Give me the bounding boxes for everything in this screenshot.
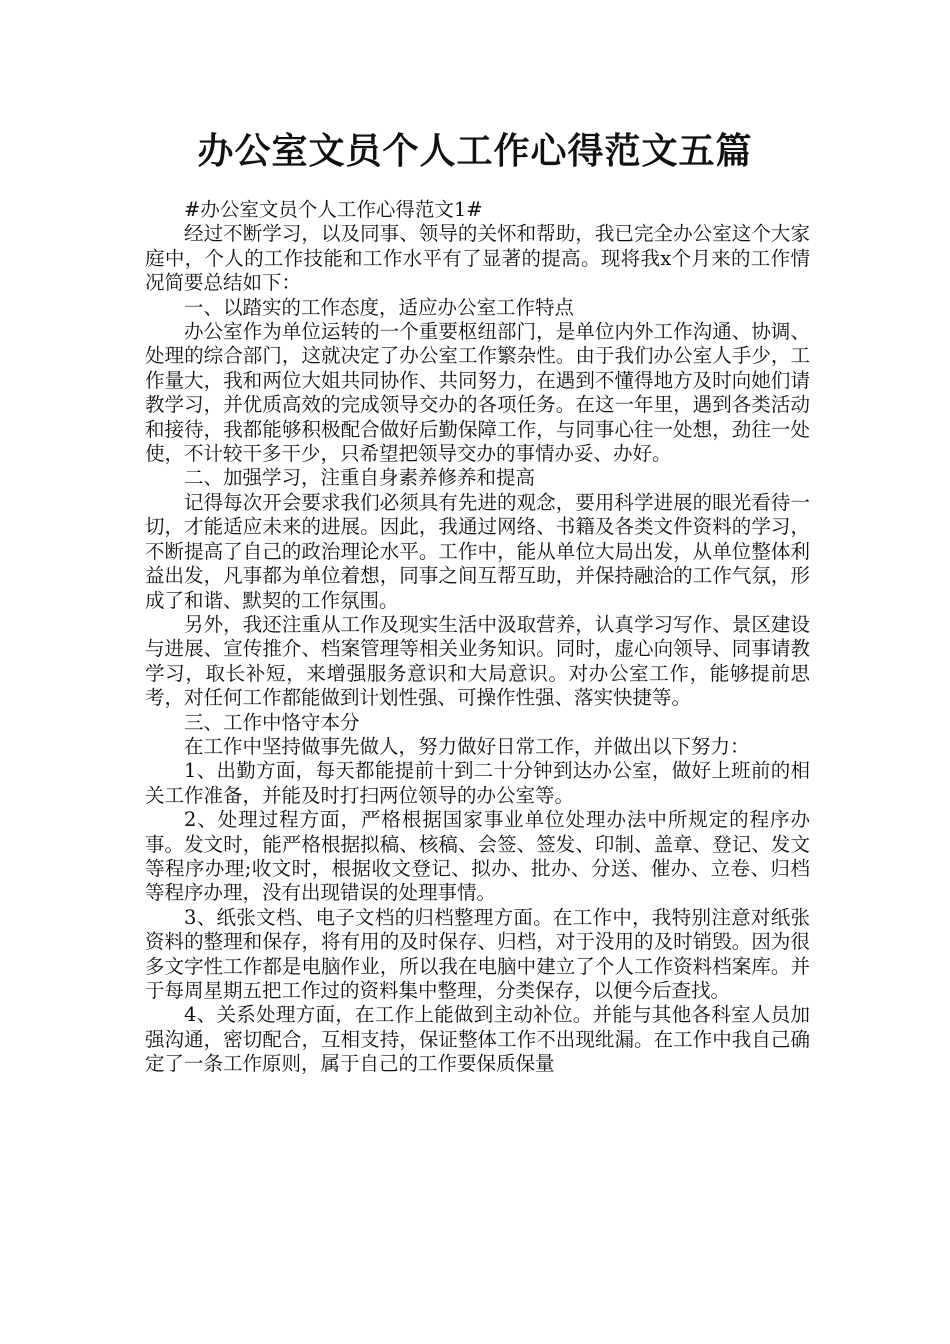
- body-paragraph: 办公室作为单位运转的一个重要枢纽部门，是单位内外工作沟通、协调、处理的综合部门，这就决定了办公室工作繁杂性。由于我们办公室人手少，工作量大，我和两位大姐共同协作、共同努力，在遇到不懂得地方及时向她们请教学习，并优质高效的完成领导交办的各项任务。在这一年里，遇到各类活动和接待，我都能够积极配合做好后勤保障工作，与同事心往一处想，劲往一处使，不计较干多干少，只希望把领导交办的事情办妥、办好。: [145, 320, 810, 466]
- document-title: 办公室文员个人工作心得范文五篇: [197, 131, 753, 172]
- document-body: [145, 198, 810, 1077]
- article-heading: #办公室文员个人工作心得范文1#: [184, 198, 483, 221]
- list-item: 3、纸张文档、电子文档的归档整理方面。在工作中，我特别注意对纸张资料的整理和保存，将有用的及时保存、归档，对于没用的及时销毁。因为很多文字性工作都是电脑作业，所以我在电脑中建立了个人工作资料档案库。并于每周星期五把工作过的资料集中整理，分类保存，以便今后查找。: [145, 905, 810, 1002]
- body-paragraph: 在工作中坚持做事先做人，努力做好日常工作，并做出以下努力：: [184, 734, 750, 758]
- body-paragraph: 另外，我还注重从工作及现实生活中汲取营养，认真学习写作、景区建设与进展、宣传推介、档案管理等相关业务知识。同时，虚心向领导、同事请教学习，取长补短，来增强服务意识和大局意识。对办公室工作，能够提前思考，对任何工作都能做到计划性强、可操作性强、落实快捷等。: [145, 612, 810, 710]
- section-heading: 三、工作中恪守本分: [184, 710, 360, 734]
- list-item: 2、处理过程方面，严格根据国家事业单位处理办法中所规定的程序办事。发文时，能严格根据拟稿、核稿、会签、签发、印制、盖章、登记、发文等程序办理;收文时，根据收文登记、拟办、批办、分送、催办、立卷、归档等程序办理，没有出现错误的处理事情。: [145, 808, 810, 905]
- body-paragraph: 记得每次开会要求我们必须具有先进的观念，要用科学进展的眼光看待一切，才能适应未来的进展。因此，我通过网络、书籍及各类文件资料的学习，不断提高了自己的政治理论水平。工作中，能从单位大局出发，从单位整体利益出发，凡事都为单位着想，同事之间互帮互助，并保持融洽的工作气氛，形成了和谐、默契的工作氛围。: [145, 490, 810, 612]
- section-heading: 一、以踏实的工作态度，适应办公室工作特点: [184, 295, 575, 319]
- list-item: 4、关系处理方面，在工作上能做到主动补位。并能与其他各科室人员加强沟通，密切配合，互相支持，保证整体工作不出现纰漏。在工作中我自己确定了一条工作原则，属于自己的工作要保质保量: [145, 1003, 810, 1076]
- body-paragraph: 经过不断学习，以及同事、领导的关怀和帮助，我已完全办公室这个大家庭中，个人的工作技能和工作水平有了显著的提高。现将我x个月来的工作情况简要总结如下：: [145, 222, 810, 295]
- list-item: 1、出勤方面，每天都能提前十到二十分钟到达办公室，做好上班前的相关工作准备，并能及时打扫两位领导的办公室等。: [145, 759, 810, 807]
- section-heading: 二、加强学习，注重自身素养修养和提高: [184, 466, 536, 490]
